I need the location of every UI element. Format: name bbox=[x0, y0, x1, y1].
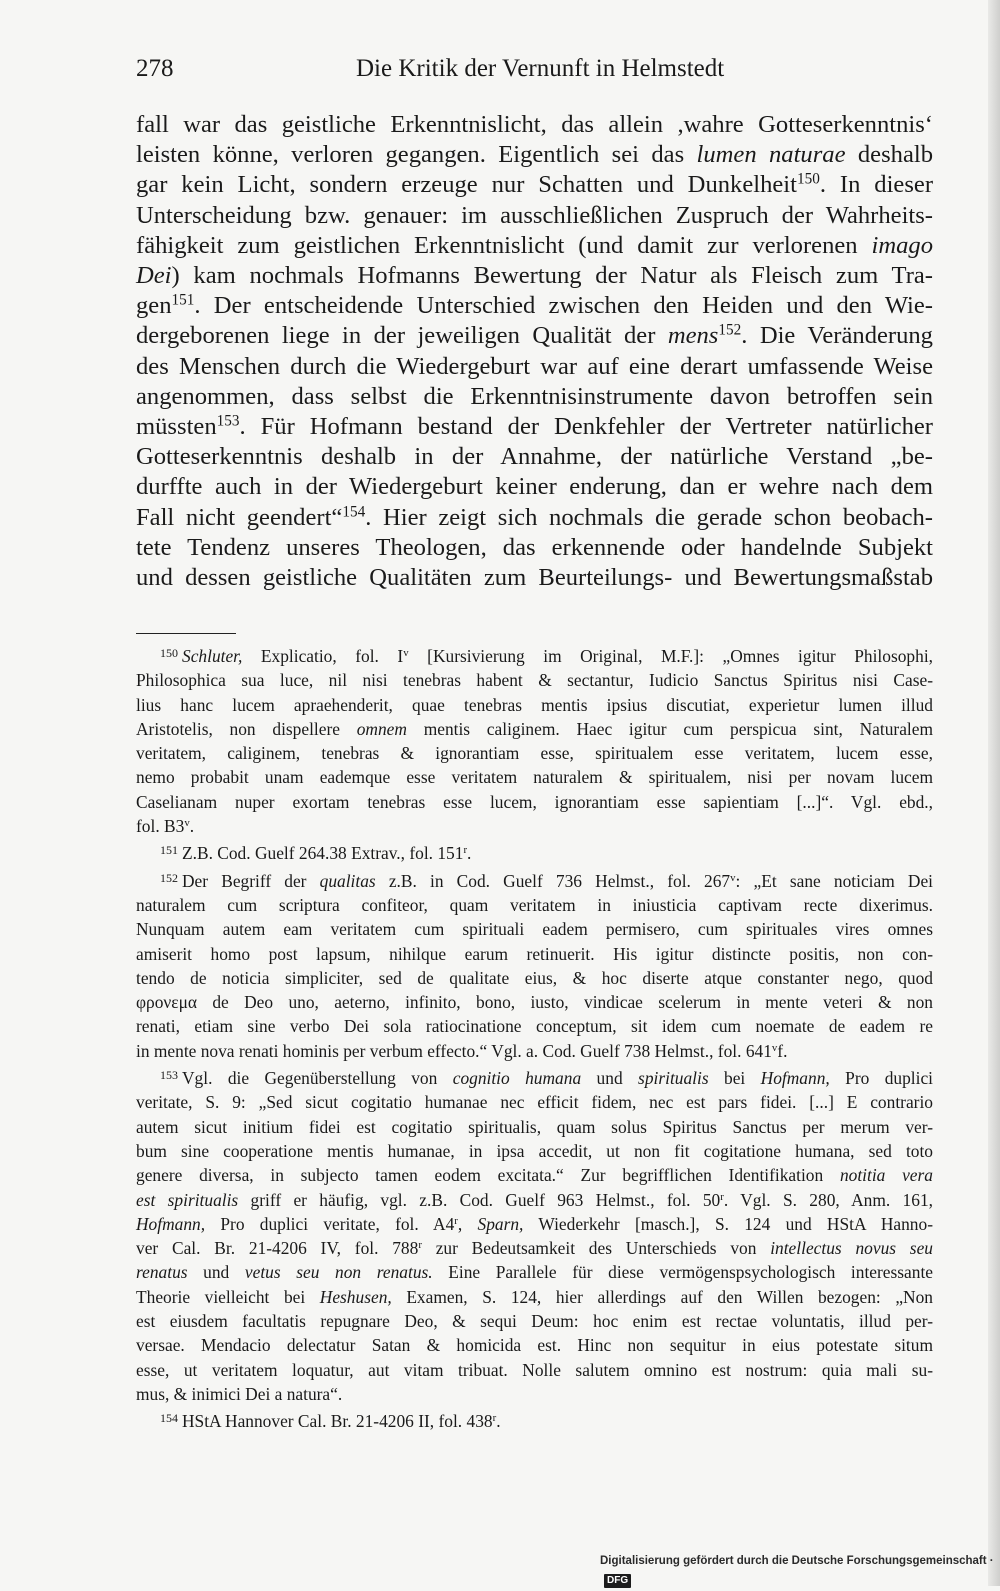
footnote-line: fol. B3$^v$. bbox=[136, 816, 195, 837]
digitization-credit bbox=[600, 1551, 1000, 1586]
body-text-line: fall war das geistliche Erkenntnislicht, das allein ,wahre Gotteserkenntnis‘ bbox=[136, 111, 933, 138]
body-text-line: Unterscheidung bzw. genauer: im ausschließlichen Zuspruch der Wahrheits- bbox=[136, 201, 933, 229]
footnote-line: amiserit homo post lapsum, nihilque earum retinuerit. His igitur distincte positis, non con- bbox=[136, 943, 933, 964]
footnote-line: lius hanc lucem apraehenderit, quae tenebras mentis ipsius discutiat, experietur lumen illud bbox=[136, 694, 933, 715]
footnote-line: renati, etiam sine verbo Dei sola ratiocinatione conceptum, sit idem cum noemate de eadem re bbox=[136, 1016, 933, 1037]
footnote-line: Philosophica sua luce, nil nisi tenebras habent & sectantur, Iudicio Sanctus Spiritus nisi Case- bbox=[136, 670, 933, 691]
footnote-number: 153 bbox=[160, 1068, 178, 1083]
footnote-line: $^{151}$ Z.B. Cod. Guelf 264.38 Extrav., fol. 151$^r$. bbox=[160, 843, 472, 864]
credit-text: Digitalisierung gefördert durch die Deutsche Forschungsgemeinschaft · bbox=[600, 1555, 994, 1567]
footnote-line: Nunquam autem eam veritatem cum spirituali eadem permisero, cum spirituales vires omnes bbox=[136, 919, 933, 940]
footnote-number: 152 bbox=[160, 870, 178, 885]
page-edge-shadow bbox=[988, 0, 1000, 1586]
footnote-150 bbox=[136, 641, 933, 838]
footnote-line: $^{153}$ Vgl. die Gegenüberstellung von cognitio humana und spiritualis bei Hofmann, Pro duplici bbox=[160, 1068, 934, 1089]
footnote-number: 150 bbox=[160, 646, 178, 660]
body-text-line: und dessen geistliche Qualitäten zum Beurteilungs- und Bewertungsmaßstab bbox=[136, 564, 933, 592]
body-text-line: gar kein Licht, sondern erzeuge nur Schatten und Dunkelheit$^{150}$. In dieser bbox=[136, 171, 934, 199]
footnote-line: $^{152}$ Der Begriff der qualitas z.B. in Cod. Guelf 736 Helmst., fol. 267$^v$: „Et sane noticiam Dei bbox=[160, 870, 933, 891]
footnote-line: versae. Mendacio delectatur Satan & homicida est. Hinc non sequitur in eius potestate situm bbox=[136, 1335, 933, 1356]
footnote-153 bbox=[136, 1063, 933, 1406]
footnote-line: φρονεμα de Deo uno, aeterno, infinito, bono, iusto, vindicae scelerum in mente veteri & non bbox=[136, 992, 933, 1013]
footnote-line: Caselianam nuper exortam tenebras esse lucem, ignorantiam esse sapientiam [...]“. Vgl. ebd., bbox=[136, 791, 933, 812]
footnote-line: nemo probabit unam eademque esse veritatem naturalem & spiritualem, nisi per novam lucem bbox=[136, 767, 933, 788]
footnote-line: veritatem, caliginem, tenebras & ignorantiam esse, spiritualem esse veritatem, lucem esse, bbox=[136, 743, 933, 764]
body-text-line: angenommen, dass selbst die Erkenntnisinstrumente davon betroffen sein bbox=[136, 382, 933, 410]
body-text-line: gen$^{151}$. Der entscheidende Unterschied zwischen den Heiden und den Wie- bbox=[136, 291, 933, 320]
footnote-line: tendo de noticia simpliciter, sed de qualitate eius, & hoc diserte atque constanter nego, quod bbox=[136, 967, 933, 988]
body-text-line: durffte auch in der Wiedergeburt keiner enderung, dan er wehre nach dem bbox=[136, 473, 933, 501]
footnote-152 bbox=[136, 866, 933, 1063]
footnote-line: in mente nova renati hominis per verbum effecto.“ Vgl. a. Cod. Guelf 738 Helmst., fol. 641$^v$f. bbox=[136, 1040, 788, 1061]
footnote-line: Aristotelis, non dispellere omnem mentis caliginem. Haec igitur cum perspicua sint, Naturalem bbox=[136, 718, 933, 739]
footnote-line: ver Cal. Br. 21-4206 IV, fol. 788$^r$ zur Bedeutsamkeit des Unterschieds von intellectus novus seu bbox=[136, 1238, 933, 1259]
footnote-line: $^{150}$ Schluter, Explicatio, fol. $I^v$ [Kursivierung im Original, M.F.]: „Omnes igitur Philosophi, bbox=[160, 646, 933, 666]
footnote-line: mus, & inimici Dei a natura“. bbox=[136, 1383, 343, 1404]
running-header bbox=[136, 52, 933, 86]
body-text-line: dergeborenen liege in der jeweiligen Qualität der mens$^{152}$. Die Veränderung bbox=[136, 322, 933, 350]
footnote-line: $^{154}$ HStA Hannover Cal. Br. 21-4206 II, fol. 438$^r$. bbox=[160, 1411, 501, 1432]
footnote-line: esse, ut veritatem loquatur, aut vitam tribuat. Nolle salutem omnino est nostrum: quia mali su- bbox=[136, 1359, 933, 1380]
footnote-154 bbox=[136, 1406, 933, 1433]
main-text-block bbox=[136, 110, 933, 593]
body-text-line: Gotteserkenntnis deshalb in der Annahme, der natürliche Verstand „be- bbox=[136, 443, 933, 471]
footnote-line: renatus und vetus seu non renatus. Eine Parallele für diese vermögenspsychologisch interessante bbox=[136, 1262, 934, 1283]
footnote-separator-rule bbox=[136, 633, 236, 634]
footnote-line: naturalem cum scriptura confiteor, quam veritatem in iniusticia captivam recte dixerimus. bbox=[136, 894, 933, 915]
footnote-line: genere diversa, in subjecto tamen eodem excitata.“ Zur begrifflichen Identifikation notitia vera bbox=[136, 1165, 933, 1186]
body-text-line: leisten könne, verloren gegangen. Eigentlich sei das lumen naturae deshalb bbox=[136, 141, 933, 169]
body-text-line: des Menschen durch die Wiedergeburt war auf eine derart umfassende Weise bbox=[136, 352, 933, 380]
footnote-line: autem sicut initium fidei est cogitatio spiritualis, quam solus Spiritus Sanctus per merum ver- bbox=[136, 1116, 933, 1137]
footnote-line: veritate, S. 9: „Sed sicut cogitatio humanae nec efficit fidem, nec est pars fidei. [...] E contrario bbox=[136, 1092, 933, 1113]
running-title: Die Kritik der Vernunft in Helmstedt bbox=[356, 55, 725, 82]
page-number: 278 bbox=[136, 55, 174, 82]
body-text-line: müssten$^{153}$. Für Hofmann bestand der Denkfehler der Vertreter natürlicher bbox=[136, 412, 933, 441]
body-text-line: tete Tendenz unseres Theologen, das erkennende oder handelnde Subjekt bbox=[136, 533, 933, 561]
footnote-line: est eiusdem facultatis repugnare Deo, & sequi Deum: hoc enim est rectae voluntatis, illud per- bbox=[136, 1311, 933, 1332]
body-text-line: fähigkeit zum geistlichen Erkenntnislicht (und damit zur verlorenen imago bbox=[136, 231, 933, 259]
body-text-line: Fall nicht geendert“$^{154}$. Hier zeigt sich nochmals die gerade schon beobach- bbox=[136, 503, 933, 531]
footnote-line: Theorie vielleicht bei Heshusen, Examen, S. 124, hier allerdings auf den Willen bezogen: „Non bbox=[136, 1286, 933, 1307]
footnote-number: 151 bbox=[160, 843, 178, 858]
footnotes-block bbox=[136, 641, 933, 1434]
footnote-line: est spiritualis griff er häufig, vgl. z.B. Cod. Guelf 963 Helmst., fol. 50$^r$. Vgl. S. 280, Anm. 161, bbox=[136, 1189, 933, 1210]
footnote-line: Hofmann, Pro duplici veritate, fol. A4$^r$, Sparn, Wiederkehr [masch.], S. 124 und HStA Hanno- bbox=[136, 1213, 933, 1234]
body-text-line: Dei) kam nochmals Hofmanns Bewertung der Natur als Fleisch zum Tra- bbox=[136, 262, 933, 290]
footnote-line: bum sine cooperatione mentis humanae, in ipsa accedit, ut non fit cogitatione humana, sed toto bbox=[136, 1140, 933, 1161]
footnote-151 bbox=[136, 838, 933, 865]
footnote-number: 154 bbox=[160, 1411, 178, 1426]
dfg-logo: DFG bbox=[604, 1574, 631, 1588]
